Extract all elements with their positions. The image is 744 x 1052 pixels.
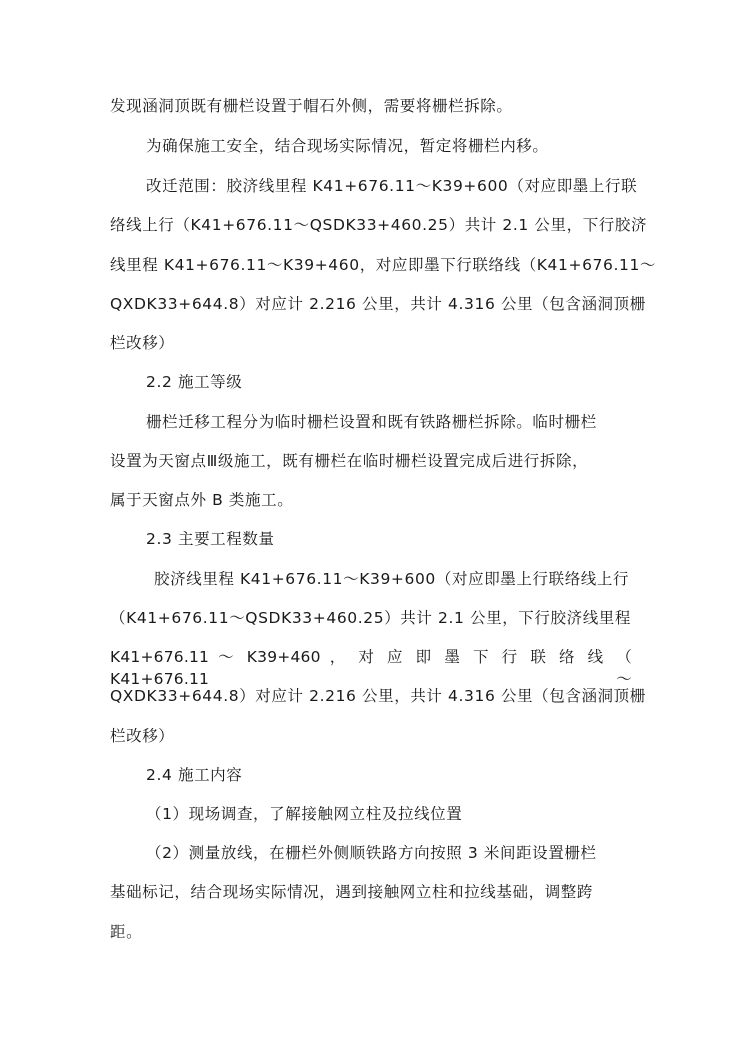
section-heading-2-4: 2.4 施工内容	[146, 766, 243, 784]
paragraph-line-9: 设置为天窗点Ⅲ级施工，既有栅栏在临时栅栏设置完成后进行拆除，	[110, 452, 589, 470]
paragraph-line-4: 络线上行（K41+676.11～QSDK33+460.25）共计 2.1 公里，下行胶济	[110, 216, 648, 234]
paragraph-line-17: 距。	[110, 923, 143, 941]
paragraph-line-11: 胶济线里程 K41+676.11～K39+600（对应即墨上行联络线上行	[154, 570, 630, 588]
paragraph-line-7: 栏改移）	[110, 334, 175, 352]
paragraph-line-2: 为确保施工安全，结合现场实际情况，暂定将栅栏内移。	[146, 137, 549, 155]
paragraph-line-1: 发现涵洞顶既有栅栏设置于帽石外侧，需要将栅栏拆除。	[110, 97, 513, 115]
section-heading-2-2: 2.2 施工等级	[146, 373, 243, 391]
list-item-1: （1）现场调查，了解接触网立柱及拉线位置	[146, 805, 463, 823]
paragraph-line-3: 改迁范围：胶济线里程 K41+676.11～K39+600（对应即墨上行联	[146, 177, 638, 195]
paragraph-line-10: 属于天窗点外 B 类施工。	[110, 491, 294, 509]
paragraph-line-8: 栅栏迁移工程分为临时栅栏设置和既有铁路栅栏拆除。临时栅栏	[146, 413, 597, 431]
paragraph-line-5: 线里程 K41+676.11～K39+460，对应即墨下行联络线（K41+676.11～	[110, 256, 657, 274]
list-item-2: （2）测量放线，在栅栏外侧顺铁路方向按照 3 米间距设置栅栏	[146, 844, 597, 862]
paragraph-line-13: K41+676.11 ～ K39+460 ， 对 应 即 墨 下 行 联 络 线 （ K41+676.11 ～	[110, 648, 632, 688]
paragraph-line-14: QXDK33+644.8）对应计 2.216 公里，共计 4.316 公里（包含涵洞顶栅	[110, 687, 646, 705]
paragraph-line-16: 基础标记，结合现场实际情况，遇到接触网立柱和拉线基础，调整跨	[110, 883, 594, 901]
paragraph-line-6: QXDK33+644.8）对应计 2.216 公里，共计 4.316 公里（包含涵洞顶栅	[110, 295, 646, 313]
paragraph-line-15: 栏改移）	[110, 727, 175, 745]
paragraph-line-12: （K41+676.11～QSDK33+460.25）共计 2.1 公里，下行胶济线里程	[110, 609, 631, 627]
section-heading-2-3: 2.3 主要工程数量	[146, 530, 275, 548]
